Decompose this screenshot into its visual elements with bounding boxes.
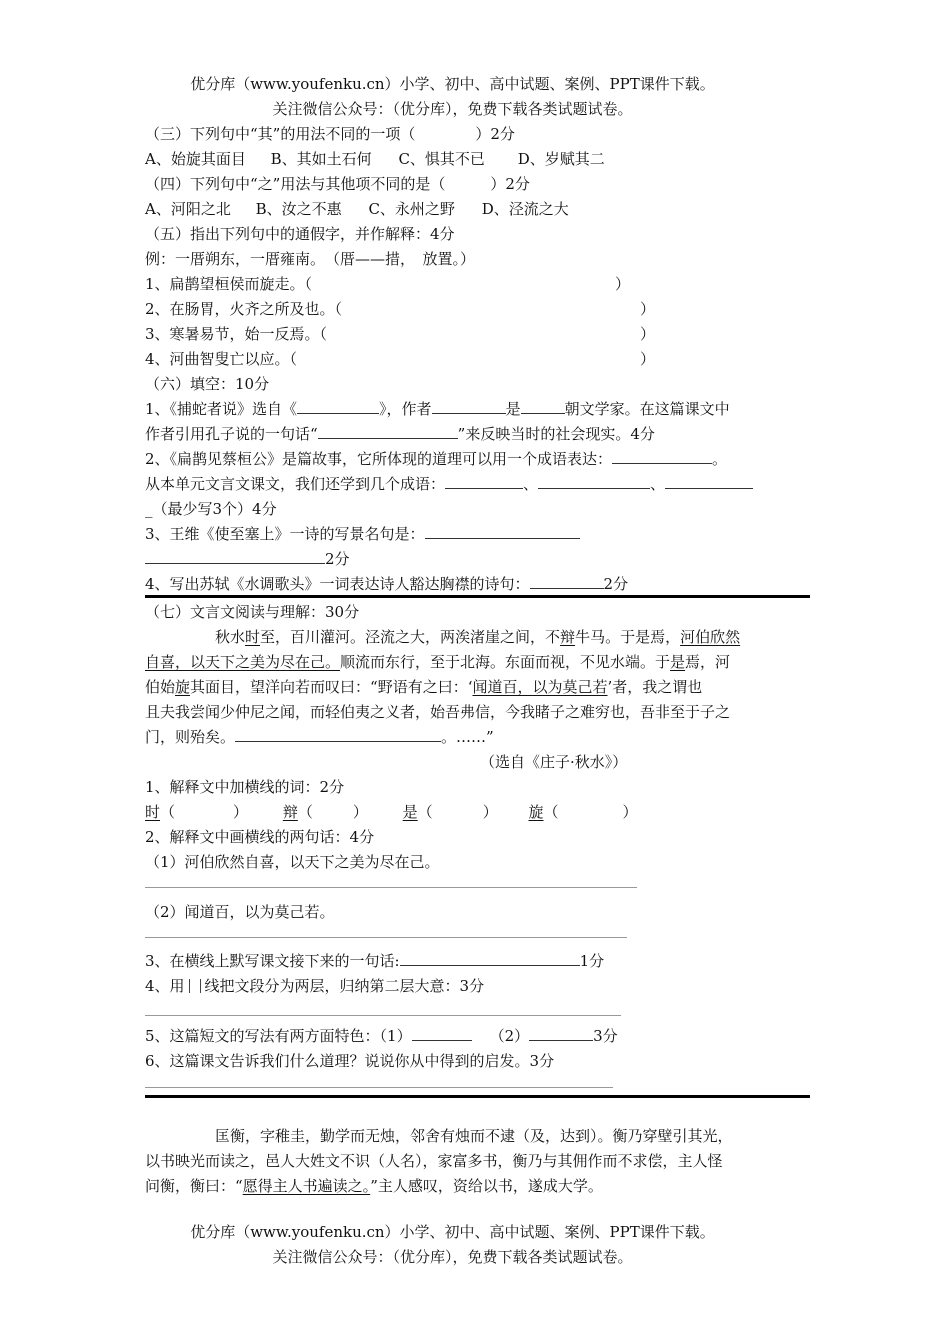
q7-s3-text-a: 3、在横线上默写课文接下来的一句话: bbox=[145, 952, 400, 970]
blank[interactable] bbox=[412, 1026, 472, 1041]
blank[interactable] bbox=[145, 549, 325, 564]
blank[interactable] bbox=[400, 951, 580, 966]
header-line-1: 优分库（www.youfenku.cn）小学、初中、高中试题、案例、PPT课件下载。 bbox=[190, 75, 715, 93]
q7-p1-d: 辩 bbox=[560, 628, 576, 646]
section-divider bbox=[145, 595, 810, 598]
double-bar-icon bbox=[189, 979, 201, 993]
q7-p3-b: 旋 bbox=[175, 678, 191, 696]
q6-line-3 bbox=[145, 449, 727, 469]
q6-line-5: _（最少写3个）4分 bbox=[145, 500, 277, 518]
paren-close: ） bbox=[622, 803, 638, 821]
q5-item-1-close: ） bbox=[615, 275, 631, 293]
q5-item-3-close: ） bbox=[640, 325, 656, 343]
q7-words bbox=[145, 802, 638, 822]
q7-p3-d: 闻道百，以为莫己若 bbox=[472, 678, 608, 696]
q7-s5-text-c: 3分 bbox=[593, 1027, 618, 1045]
q7-s3-text-b: 1分 bbox=[579, 952, 605, 970]
q7-passage-line-5 bbox=[145, 727, 494, 747]
q6-line-1 bbox=[145, 399, 730, 419]
q6-l7-text: 2分 bbox=[325, 550, 350, 568]
q5-example: 例：一厝朔东，一厝雍南。 （厝——措， 放置。） bbox=[145, 250, 476, 268]
q3-option-b: B、其如土石何 bbox=[270, 150, 372, 168]
blank[interactable] bbox=[538, 474, 650, 489]
q7-s4-text-b: 线把文段分为两层，归纳第二层大意：3分 bbox=[204, 977, 485, 995]
passage-l3-b: 愿得主人书遍读之。 bbox=[242, 1177, 371, 1195]
q7-sub-3 bbox=[145, 951, 604, 971]
q7-s5-text-b: （2） bbox=[489, 1027, 530, 1045]
q4-option-a: A、河阳之北 bbox=[145, 200, 231, 218]
q7-p5-a: 门，则殆矣。 bbox=[145, 728, 236, 746]
q7-p2-a: 自喜，以天下之美为尽在己。 bbox=[145, 653, 341, 671]
q7-sub-2-2: （2）闻道百，以为莫己若。 bbox=[145, 903, 335, 921]
q5-item-4 bbox=[145, 349, 656, 369]
q5-item-1-text: 1、扁鹊望桓侯而旋走。（ bbox=[145, 275, 313, 293]
q7-p1-f: 河伯欣然 bbox=[680, 628, 741, 646]
q5-item-2 bbox=[145, 299, 656, 319]
word-xuan: 旋 bbox=[528, 803, 544, 821]
q6-l2-text-a: 作者引用孔子说的一句话“ bbox=[145, 425, 318, 443]
q4-title: （四）下列句中“之”用法与其他项不同的是（ ）2分 bbox=[145, 175, 530, 193]
q7-p3-a: 伯始 bbox=[145, 678, 176, 696]
blank[interactable] bbox=[530, 574, 604, 589]
q7-sub-2-1: （1）河伯欣然自喜，以天下之美为尽在己。 bbox=[145, 853, 440, 871]
q6-l8-text-b: 2分 bbox=[603, 575, 629, 593]
q7-s4-text-a: 4、用 bbox=[145, 977, 185, 995]
q6-l3-text-a: 2、《扁鹊见蔡桓公》是篇故事，它所体现的道理可以用一个成语表达： bbox=[145, 450, 613, 468]
header-line-2: 关注微信公众号：（优分库），免费下载各类试题试卷。 bbox=[272, 100, 633, 118]
passage-line-3 bbox=[145, 1176, 603, 1196]
q6-title: （六）填空：10分 bbox=[145, 375, 270, 393]
answer-line[interactable] bbox=[145, 1015, 621, 1016]
paren-close: ） bbox=[233, 803, 249, 821]
q7-p1-b: 时 bbox=[245, 628, 261, 646]
blank[interactable] bbox=[445, 474, 523, 489]
q5-item-3-text: 3、寒暑易节，始一反焉。（ bbox=[145, 325, 328, 343]
blank[interactable] bbox=[529, 1026, 593, 1041]
q6-line-7 bbox=[145, 549, 350, 569]
q6-l1-text-c: 是 bbox=[505, 400, 521, 418]
q6-l8-text-a: 4、写出苏轼《水调歌头》一词表达诗人豁达胸襟的诗句： bbox=[145, 575, 530, 593]
q4-option-c: C、永州之野 bbox=[368, 200, 455, 218]
answer-line[interactable] bbox=[145, 887, 637, 888]
q4-option-b: B、汝之不惠 bbox=[255, 200, 342, 218]
q6-l3-text-b: 。 bbox=[712, 450, 728, 468]
answer-line[interactable] bbox=[145, 1087, 613, 1088]
blank[interactable] bbox=[432, 399, 506, 414]
q6-l4-text-a: 从本单元文言文课文，我们还学到几个成语： bbox=[145, 475, 446, 493]
section-divider bbox=[145, 1095, 810, 1098]
q3-option-d: D、岁赋其二 bbox=[517, 150, 605, 168]
blank[interactable] bbox=[297, 399, 379, 414]
q5-item-2-text: 2、在肠胃，火齐之所及也。（ bbox=[145, 300, 343, 318]
q3-options bbox=[145, 149, 605, 169]
blank[interactable] bbox=[425, 524, 580, 539]
q6-line-6 bbox=[145, 524, 580, 544]
passage-l3-a: 问衡，衡曰：“ bbox=[145, 1177, 243, 1195]
passage-line-2: 以书映光而读之，邑人大姓文不识（人名），家富多书，衡乃与其佣作而不求偿，主人怪 bbox=[145, 1152, 723, 1170]
q6-l1-text-d: 朝文学家。在这篇课文中 bbox=[564, 400, 730, 418]
q7-title: （七）文言文阅读与理解：30分 bbox=[145, 603, 360, 621]
q7-p2-b: 顺流而东行，至于北海。东面而视，不见水端。于 bbox=[340, 653, 671, 671]
blank[interactable] bbox=[612, 449, 712, 464]
q6-line-4 bbox=[145, 474, 753, 494]
q7-passage-line-1 bbox=[145, 627, 740, 647]
q6-l4-text-b: 、 bbox=[523, 475, 539, 493]
q7-sub-5 bbox=[145, 1026, 618, 1046]
q5-item-4-text: 4、河曲智叟亡以应。（ bbox=[145, 350, 298, 368]
blank[interactable] bbox=[665, 474, 753, 489]
passage-l3-c: ”主人感叹，资给以书，遂成大学。 bbox=[370, 1177, 603, 1195]
q7-passage-line-4: 且夫我尝闻少仲尼之闻，而轻伯夷之义者，始吾弗信，今我睹子之难穷也，吾非至于子之 bbox=[145, 703, 731, 721]
q7-sub-2: 2、解释文中画横线的两句话：4分 bbox=[145, 828, 375, 846]
q7-passage-line-2 bbox=[145, 652, 730, 672]
q6-l4-text-c: 、 bbox=[650, 475, 666, 493]
answer-line[interactable] bbox=[145, 937, 627, 938]
q7-p1-c: 至，百川灌河。泾流之大，两涘渚崖之间，不 bbox=[260, 628, 561, 646]
q5-item-1 bbox=[145, 274, 631, 294]
word-shi: 时 bbox=[145, 803, 161, 821]
q7-p5-b: 。……” bbox=[441, 728, 494, 746]
paren-close: ） bbox=[352, 803, 368, 821]
paren-close: ） bbox=[482, 803, 498, 821]
q4-options bbox=[145, 199, 569, 219]
footer-line-2: 关注微信公众号：（优分库），免费下载各类试题试卷。 bbox=[272, 1248, 633, 1266]
q3-option-c: C、惧其不已 bbox=[398, 150, 485, 168]
q6-l1-text-a: 1、《捕蛇者说》选自《 bbox=[145, 400, 298, 418]
q7-p1-a: 秋水 bbox=[215, 628, 246, 646]
q3-option-a: A、始旋其面目 bbox=[145, 150, 246, 168]
q5-item-2-close: ） bbox=[640, 300, 656, 318]
q4-option-d: D、泾流之大 bbox=[481, 200, 569, 218]
q7-p3-c: 其面目，望洋向若而叹曰：“野语有之曰：‘ bbox=[190, 678, 473, 696]
word-shi2: 是 bbox=[402, 803, 418, 821]
footer-line-1: 优分库（www.youfenku.cn）小学、初中、高中试题、案例、PPT课件下载。 bbox=[190, 1223, 715, 1241]
q6-line-8 bbox=[145, 574, 628, 594]
paren-open: （ bbox=[417, 803, 433, 821]
q6-l6-text: 3、王维《使至塞上》一诗的写景名句是： bbox=[145, 525, 425, 543]
blank[interactable] bbox=[521, 399, 565, 414]
paren-open: （ bbox=[543, 803, 559, 821]
q5-title: （五）指出下列句中的通假字，并作解释：4分 bbox=[145, 225, 455, 243]
q6-line-2 bbox=[145, 424, 655, 444]
q7-p3-e: ’者，我之谓也 bbox=[607, 678, 703, 696]
q7-s5-text-a: 5、这篇短文的写法有两方面特色：（1） bbox=[145, 1027, 412, 1045]
q5-item-3 bbox=[145, 324, 656, 344]
blank[interactable] bbox=[235, 727, 441, 742]
q6-l2-text-b: ”来反映当时的社会现实。4分 bbox=[457, 425, 655, 443]
q7-sub-1: 1、解释文中加横线的词：2分 bbox=[145, 778, 345, 796]
q6-l1-text-b: 》，作者 bbox=[379, 400, 432, 418]
paren-open: （ bbox=[297, 803, 313, 821]
q7-p1-e: 牛马。于是焉， bbox=[575, 628, 681, 646]
passage-line-1: 匡衡，字稚圭，勤学而无烛，邻舍有烛而不逮（及，达到）。衡乃穿壁引其光， bbox=[215, 1127, 733, 1145]
q7-source: （选自《庄子·秋水》） bbox=[480, 753, 628, 771]
blank[interactable] bbox=[318, 424, 458, 439]
q7-sub-6: 6、这篇课文告诉我们什么道理？说说你从中得到的启发。3分 bbox=[145, 1052, 555, 1070]
q7-p2-c: 是 bbox=[670, 653, 686, 671]
word-bian: 辩 bbox=[282, 803, 298, 821]
q5-item-4-close: ） bbox=[640, 350, 656, 368]
q3-title: （三）下列句中“其”的用法不同的一项（ ）2分 bbox=[145, 125, 515, 143]
q7-sub-4 bbox=[145, 976, 484, 996]
q7-passage-line-3 bbox=[145, 677, 702, 697]
paren-open: （ bbox=[160, 803, 176, 821]
q7-p2-d: 焉，河 bbox=[685, 653, 731, 671]
